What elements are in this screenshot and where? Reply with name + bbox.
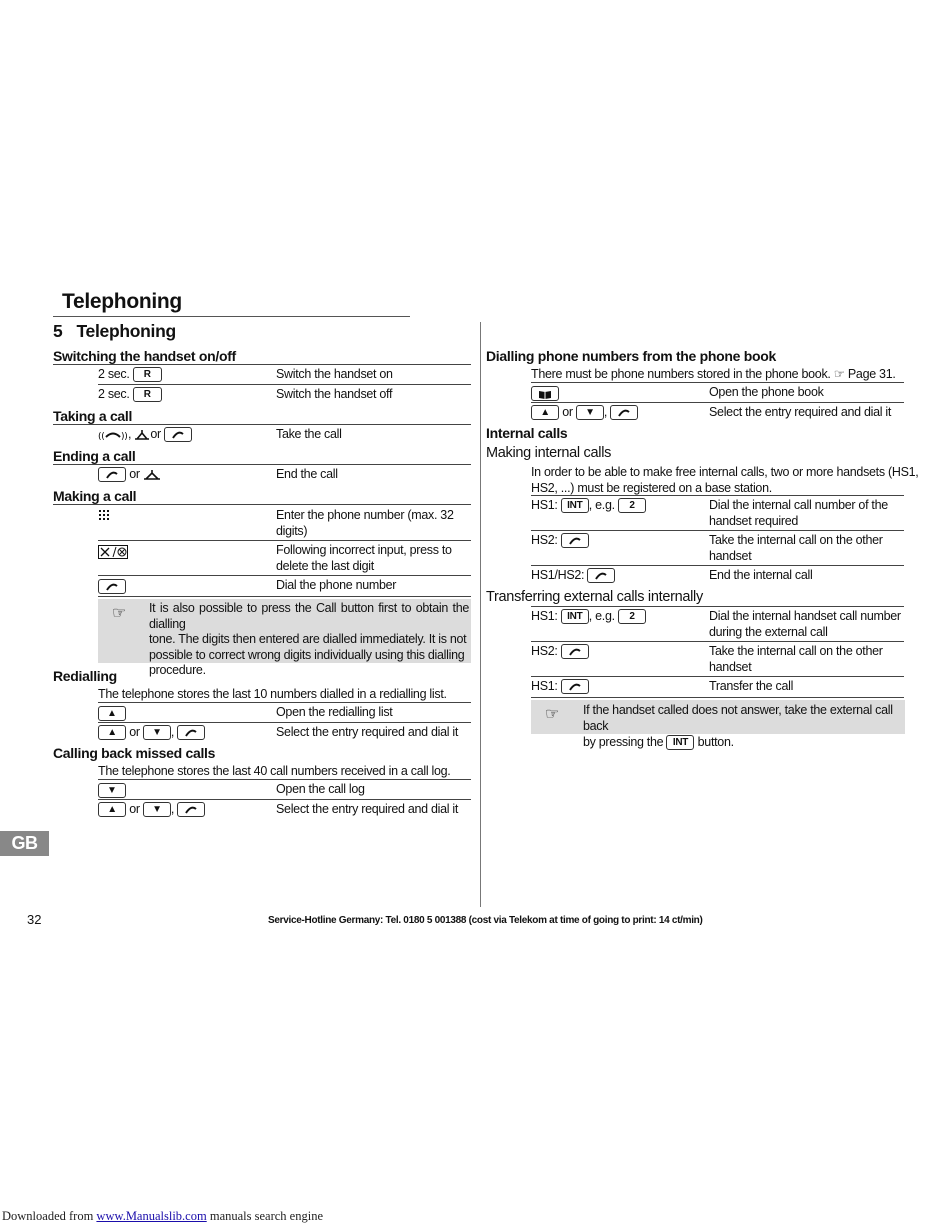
duration-label: 2 sec. (98, 367, 130, 381)
handset-icon (568, 682, 582, 692)
internal-subheading: Making internal calls (486, 445, 612, 461)
enter-number-desc (276, 507, 454, 539)
switch-on-row (98, 367, 162, 382)
missed-heading: Calling back missed calls (53, 745, 216, 761)
call-key (164, 427, 192, 442)
handset-icon (105, 582, 119, 592)
separator: , (170, 725, 175, 739)
call-key (177, 802, 205, 817)
divider (98, 722, 471, 723)
divider (53, 504, 471, 505)
divider (531, 530, 904, 531)
handset-label: HS2: (531, 533, 558, 547)
redialling-open-desc: Open the redialling list (276, 705, 393, 719)
handset-icon (568, 647, 582, 657)
divider (531, 697, 904, 698)
call-key-box (98, 579, 126, 594)
base-station-icon (143, 469, 161, 481)
handset-label: HS2: (531, 644, 558, 658)
ending-heading: Ending a call (53, 448, 136, 464)
note-line: possible to correct wrong digits individually using this dialling (149, 647, 465, 662)
call-key (561, 644, 589, 659)
separator: or (129, 725, 140, 739)
title-divider (53, 316, 410, 317)
transfer-subheading: Transferring external calls internally (486, 589, 703, 605)
call-key (98, 467, 126, 482)
handset-label: HS1: (531, 498, 558, 512)
switch-off-row (98, 387, 162, 402)
redialling-heading: Redialling (53, 668, 117, 684)
desc-line: delete the last digit (276, 559, 374, 573)
r-key: R (133, 367, 162, 382)
internal-heading: Internal calls (486, 425, 568, 441)
service-hotline: Service-Hotline Germany: Tel. 0180 5 001388 (cost via Telekom at time of going to print: 14 ct/min) (268, 915, 703, 926)
int-key: INT (666, 735, 694, 750)
desc-line: Enter the phone number (max. 32 (276, 508, 454, 522)
note-line (583, 734, 903, 750)
call-key (177, 725, 205, 740)
handset-icon (105, 470, 119, 480)
delete-desc (276, 542, 452, 574)
page-title: Telephoning (62, 290, 182, 313)
separator: or (129, 467, 140, 481)
missed-select-keys (98, 802, 205, 817)
up-arrow-icon: ▲ (98, 725, 126, 740)
digit-key: 2 (618, 498, 646, 513)
svg-text:((: (( (98, 431, 105, 441)
missed-intro: The telephone stores the last 40 call numbers received in a call log. (98, 764, 451, 778)
call-key (561, 533, 589, 548)
internal-end-keys (531, 568, 615, 583)
intro-line: HS2, ...) must be registered on a base station. (531, 481, 772, 495)
redialling-select-desc: Select the entry required and dial it (276, 725, 459, 739)
up-arrow-icon: ▲ (531, 405, 559, 420)
transfer-take-keys (531, 644, 589, 659)
pointing-hand-icon: ☞ (545, 706, 560, 723)
transfer-note (531, 700, 905, 749)
separator: , (170, 802, 175, 816)
call-key (561, 679, 589, 694)
example-label: , e.g. (588, 498, 615, 512)
internal-intro (531, 464, 918, 496)
separator: or (150, 427, 161, 441)
chapter-title: Telephoning (76, 321, 176, 341)
desc-line: handset required (709, 514, 799, 528)
digit-key: 2 (618, 609, 646, 624)
desc-line: Following incorrect input, press to (276, 543, 452, 557)
transfer-call-desc: Transfer the call (709, 679, 794, 693)
call-key (587, 568, 615, 583)
desc-line: digits) (276, 524, 308, 538)
handset-icon (184, 728, 198, 738)
divider (98, 540, 471, 541)
divider (531, 495, 904, 496)
divider (98, 779, 471, 780)
keypad-icon (98, 507, 112, 525)
desc-line: Dial the internal handset call number (709, 609, 901, 623)
handset-label: HS1: (531, 679, 558, 693)
switch-off-desc: Switch the handset off (276, 387, 393, 401)
base-station-icon (134, 429, 150, 441)
transfer-take-desc (709, 643, 883, 675)
divider (98, 799, 471, 800)
phonebook-icon (531, 386, 559, 401)
intro-text: There must be phone numbers stored in the phone book. (531, 367, 831, 381)
separator: or (129, 802, 140, 816)
internal-end-desc: End the internal call (709, 568, 813, 582)
handset-icon (568, 536, 582, 546)
down-arrow-icon: ▼ (576, 405, 604, 420)
note-text (149, 601, 469, 679)
down-key (98, 782, 126, 800)
end-call-desc: End the call (276, 467, 338, 481)
phonebook-select-desc: Select the entry required and dial it (709, 405, 892, 419)
divider (53, 464, 471, 465)
separator: , (128, 427, 132, 441)
switch-on-desc: Switch the handset on (276, 367, 393, 381)
take-call-keys (98, 427, 192, 442)
up-arrow-icon: ▲ (98, 706, 126, 721)
language-tab: GB (0, 831, 49, 856)
pointing-hand-icon: ☞ (112, 605, 127, 622)
missed-select-desc: Select the entry required and dial it (276, 802, 459, 816)
int-key: INT (561, 609, 589, 624)
page-number: 32 (27, 912, 42, 927)
down-arrow-icon: ▼ (143, 725, 171, 740)
internal-dial-keys (531, 498, 646, 513)
desc-line: Take the internal call on the other (709, 533, 883, 547)
example-label: , e.g. (588, 609, 615, 623)
desc-line: Take the internal call on the other (709, 644, 883, 658)
note-text-part: by pressing the (583, 735, 664, 749)
internal-dial-desc (709, 497, 888, 529)
note-line: tone. The digits then entered are dialled immediately. It is not (149, 632, 467, 646)
handset-label: HS1/HS2: (531, 568, 585, 582)
pointing-hand-icon: ☞ (833, 367, 845, 381)
call-key (610, 405, 638, 420)
svg-text:)): )) (121, 431, 128, 441)
divider (531, 606, 904, 607)
note-text (583, 702, 903, 750)
page-reference: Page 31. (847, 367, 896, 381)
desc-line: during the external call (709, 625, 828, 639)
desc-line: Dial the internal call number of the (709, 498, 888, 512)
note-line: It is also possible to press the Call button first to obtain the dialling (149, 601, 469, 631)
redialling-select-keys (98, 725, 205, 740)
divider (531, 641, 904, 642)
redialling-intro: The telephone stores the last 10 numbers dialled in a redialling list. (98, 687, 447, 701)
handset-icon (171, 430, 185, 440)
divider (98, 596, 471, 597)
internal-take-desc (709, 532, 883, 564)
note-line: procedure. (149, 663, 206, 677)
phonebook-select-keys (531, 405, 638, 420)
r-key: R (133, 387, 162, 402)
making-heading: Making a call (53, 488, 137, 504)
up-key (98, 705, 126, 723)
switching-heading: Switching the handset on/off (53, 348, 236, 364)
internal-take-keys (531, 533, 589, 548)
handset-icon (184, 805, 198, 815)
up-arrow-icon: ▲ (98, 802, 126, 817)
intro-line: In order to be able to make free internal calls, two or more handsets (HS1, (531, 465, 919, 479)
footer-prefix: Downloaded from (2, 1209, 94, 1223)
taking-heading: Taking a call (53, 408, 133, 424)
delete-key-icon (98, 543, 128, 561)
separator: or (562, 405, 573, 419)
divider (98, 702, 471, 703)
call-key (98, 578, 126, 596)
desc-line: handset (709, 549, 752, 563)
divider (531, 565, 904, 566)
phonebook-open-desc: Open the phone book (709, 385, 824, 399)
ringing-handset-icon (98, 429, 128, 441)
note-line: If the handset called does not answer, take the external call back (583, 703, 893, 733)
chapter-heading (53, 321, 176, 342)
info-note (98, 599, 471, 677)
divider (98, 384, 471, 385)
divider (98, 575, 471, 576)
divider (53, 424, 471, 425)
handset-icon (594, 571, 608, 581)
down-arrow-icon: ▼ (98, 783, 126, 798)
desc-line: handset (709, 660, 752, 674)
down-arrow-icon: ▼ (143, 802, 171, 817)
duration-label: 2 sec. (98, 387, 130, 401)
note-text-part: button. (697, 735, 734, 749)
chapter-number: 5 (53, 321, 63, 341)
phonebook-key (531, 385, 559, 403)
manualslib-link[interactable]: www.Manualslib.com (96, 1209, 207, 1223)
divider (53, 364, 471, 365)
int-key: INT (561, 498, 589, 513)
footer-suffix: manuals search engine (209, 1209, 323, 1223)
phonebook-intro (531, 366, 896, 382)
handset-label: HS1: (531, 609, 558, 623)
take-call-desc: Take the call (276, 427, 342, 441)
column-divider (480, 322, 481, 907)
divider (531, 382, 904, 383)
phonebook-heading: Dialling phone numbers from the phone book (486, 348, 776, 364)
download-footer (2, 1209, 323, 1224)
dial-desc: Dial the phone number (276, 578, 397, 592)
handset-icon (617, 408, 631, 418)
end-call-keys (98, 467, 161, 482)
transfer-dial-keys (531, 609, 646, 624)
transfer-dial-desc (709, 608, 901, 640)
separator: , (603, 405, 608, 419)
missed-open-desc: Open the call log (276, 782, 365, 796)
transfer-call-keys (531, 679, 589, 694)
divider (531, 402, 904, 403)
divider (531, 676, 904, 677)
